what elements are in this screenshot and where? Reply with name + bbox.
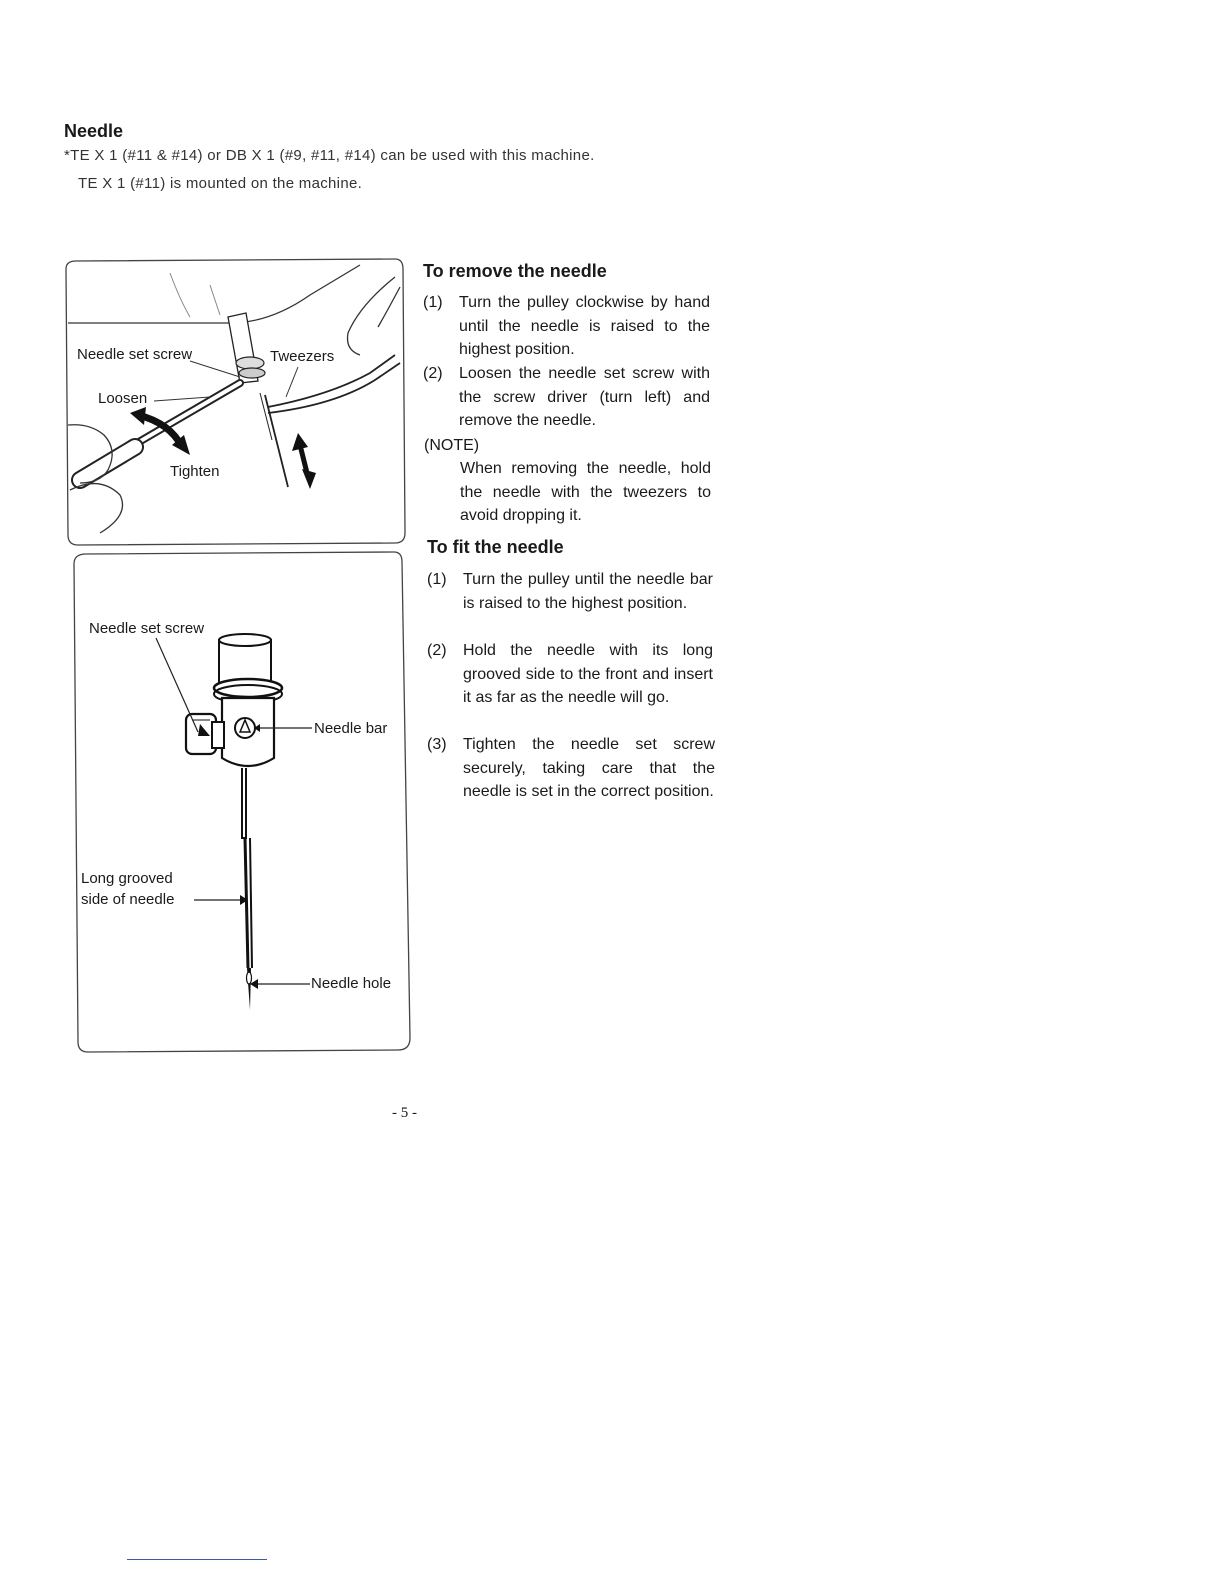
fit-step-3-text: Tighten the needle set screw securely, taking care that the needle is set in the correct position. bbox=[463, 736, 715, 800]
fit-step-1-text: Turn the pulley until the needle bar is raised to the highest position. bbox=[463, 571, 713, 612]
remove-title: To remove the needle bbox=[423, 261, 607, 281]
remove-step-1 bbox=[423, 291, 710, 362]
label-loosen: Loosen bbox=[98, 390, 148, 407]
label-tweezers: Tweezers bbox=[270, 348, 335, 365]
intro-line-1: *TE X 1 (#11 & #14) or DB X 1 (#9, #11, #14) can be used with this machine. bbox=[64, 147, 595, 164]
label-needle-hole: Needle hole bbox=[311, 975, 392, 992]
label-tighten: Tighten bbox=[170, 463, 220, 480]
section-title: Needle bbox=[64, 121, 124, 141]
label-long-grooved-2: side of needle bbox=[81, 891, 175, 908]
fit-step-3 bbox=[427, 733, 715, 804]
remove-step-2-text: Loosen the needle set screw with the screw driver (turn left) and remove the needle. bbox=[459, 365, 710, 429]
intro-line-2: TE X 1 (#11) is mounted on the machine. bbox=[78, 175, 363, 192]
fit-step-1-num: (1) bbox=[427, 571, 447, 588]
fit-step-1 bbox=[427, 568, 713, 615]
note-label: (NOTE) bbox=[424, 437, 480, 454]
remove-step-2-num: (2) bbox=[423, 365, 443, 382]
remove-step-1-text: Turn the pulley clockwise by hand until the needle is raised to the highest position. bbox=[459, 294, 710, 358]
remove-step-2 bbox=[423, 362, 710, 433]
label-long-grooved-1: Long grooved bbox=[81, 870, 173, 887]
label-needle-set-screw-1: Needle set screw bbox=[77, 346, 193, 363]
fit-step-2 bbox=[427, 639, 713, 710]
label-needle-set-screw-2: Needle set screw bbox=[89, 620, 205, 637]
page-number: - 5 - bbox=[392, 1105, 417, 1121]
fit-step-3-num: (3) bbox=[427, 736, 447, 753]
fit-title: To fit the needle bbox=[427, 537, 564, 557]
fit-step-2-num: (2) bbox=[427, 642, 447, 659]
fit-step-2-text: Hold the needle with its long grooved side to the front and insert it as far as the needle will go. bbox=[463, 642, 713, 706]
footer-rule bbox=[127, 1559, 267, 1560]
note-text: When removing the needle, hold the needle with the tweezers to avoid dropping it. bbox=[460, 460, 711, 524]
label-needle-bar: Needle bar bbox=[314, 720, 388, 737]
remove-step-1-num: (1) bbox=[423, 294, 443, 311]
